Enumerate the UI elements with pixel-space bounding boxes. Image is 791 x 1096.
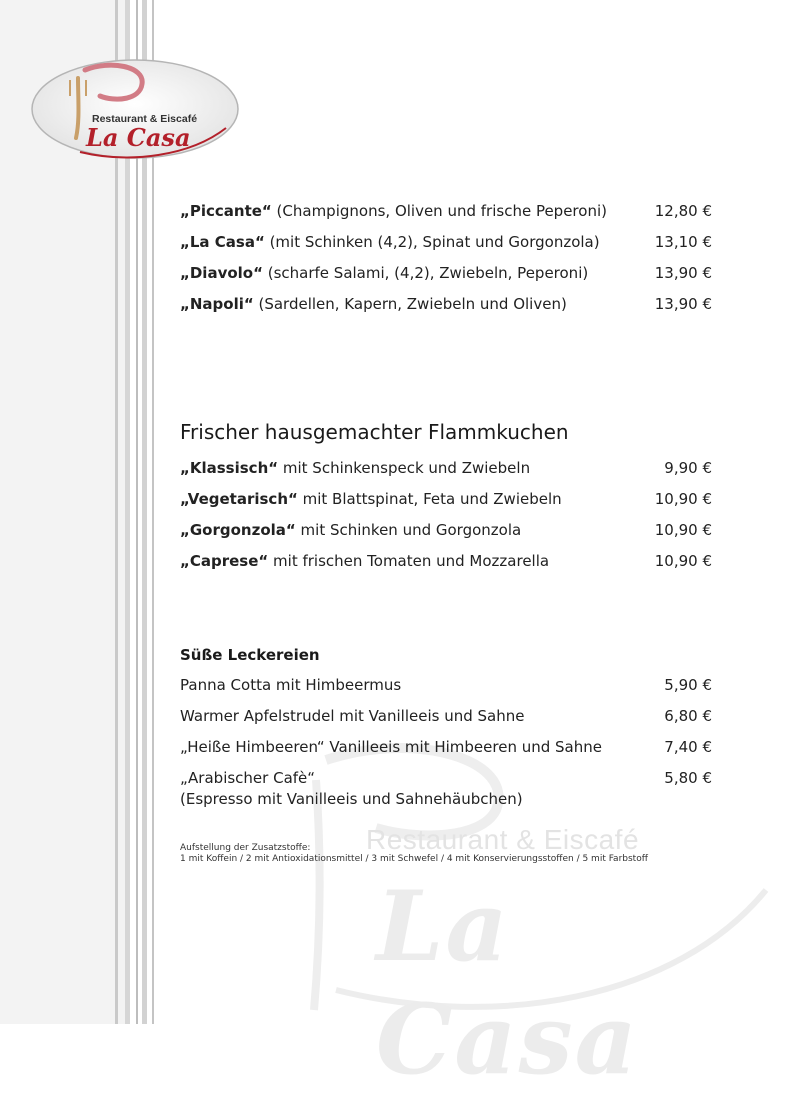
item-name: „La Casa“ [180, 233, 265, 251]
item-price: 13,10 € [654, 233, 712, 251]
menu-item [180, 233, 712, 257]
svg-text:Restaurant & Eiscafé: Restaurant & Eiscafé [92, 113, 198, 125]
item-name: „Caprese“ [180, 552, 269, 570]
item-description: mit frischen Tomaten und Mozzarella [268, 552, 550, 570]
item-price: 9,90 € [664, 459, 712, 477]
footnote-title: Aufstellung der Zusatzstoffe: [180, 843, 311, 853]
item-name: „Klassisch“ [180, 459, 279, 477]
additives-footnote [180, 843, 648, 865]
item-description: „Heiße Himbeeren“ Vanilleeis mit Himbeeren und Sahne [180, 738, 602, 756]
watermark-title: La Casa [376, 870, 639, 1096]
item-price: 13,90 € [654, 295, 712, 313]
item-price: 5,80 € [664, 769, 712, 787]
item-description-line2: (Espresso mit Vanilleeis und Sahnehäubchen) [180, 790, 523, 808]
item-description: mit Blattspinat, Feta und Zwiebeln [297, 490, 562, 508]
item-description: mit Schinken und Gorgonzola [295, 521, 522, 539]
item-price: 12,80 € [654, 202, 712, 220]
item-description: (scharfe Salami, (4,2), Zwiebeln, Peperoni) [262, 264, 589, 282]
menu-item [180, 295, 712, 319]
item-price: 7,40 € [664, 738, 712, 756]
menu-item [180, 202, 712, 226]
item-description: (mit Schinken (4,2), Spinat und Gorgonzola) [264, 233, 600, 251]
item-description: „Arabischer Cafè“ [180, 769, 316, 787]
item-name: „Vegetarisch“ [180, 490, 298, 508]
item-price: 10,90 € [654, 521, 712, 539]
menu-item [180, 676, 712, 700]
item-name: „Piccante“ [180, 202, 272, 220]
watermark-subtitle: Restaurant & Eiscafé [366, 824, 640, 855]
footnote-text: 1 mit Koffein / 2 mit Antioxidationsmittel / 3 mit Schwefel / 4 mit Konservierungsstoffen / 5 mit Farbstoff [180, 854, 648, 864]
item-price: 10,90 € [654, 552, 712, 570]
item-description: (Champignons, Oliven und frische Peperoni) [271, 202, 607, 220]
item-price: 5,90 € [664, 676, 712, 694]
item-description: Panna Cotta mit Himbeermus [180, 676, 402, 694]
menu-item [180, 490, 712, 514]
section-heading-flammkuchen: Frischer hausgemachter Flammkuchen [180, 420, 569, 444]
restaurant-logo [30, 58, 240, 160]
item-price: 13,90 € [654, 264, 712, 282]
menu-item [180, 707, 712, 731]
item-price: 6,80 € [664, 707, 712, 725]
item-name: „Napoli“ [180, 295, 254, 313]
item-name: „Gorgonzola“ [180, 521, 296, 539]
menu-item [180, 552, 712, 576]
svg-text:La Casa: La Casa [86, 123, 191, 152]
menu-item [180, 459, 712, 483]
item-description: Warmer Apfelstrudel mit Vanilleeis und Sahne [180, 707, 525, 725]
menu-item [180, 264, 712, 288]
menu-item [180, 738, 712, 762]
item-description: mit Schinkenspeck und Zwiebeln [278, 459, 531, 477]
item-name: „Diavolo“ [180, 264, 263, 282]
section-heading-desserts: Süße Leckereien [180, 646, 320, 664]
item-price: 10,90 € [654, 490, 712, 508]
menu-item [180, 521, 712, 545]
item-description: (Sardellen, Kapern, Zwiebeln und Oliven) [253, 295, 567, 313]
